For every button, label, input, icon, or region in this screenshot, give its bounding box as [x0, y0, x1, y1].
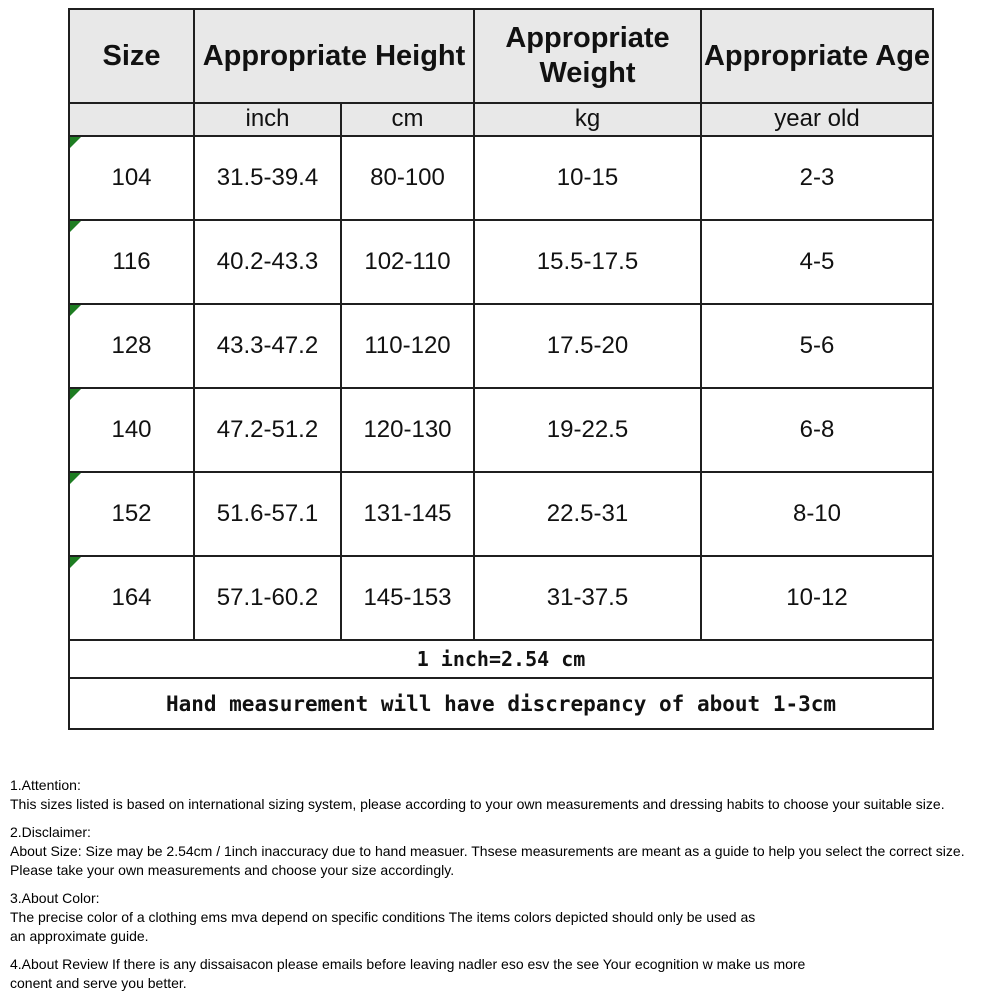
table-unit-row — [69, 103, 933, 136]
height-inch-cell: 57.1-60.2 — [194, 556, 341, 640]
note-title: 2.Disclaimer: — [10, 824, 91, 840]
size-value: 152 — [111, 500, 152, 527]
age-cell: 8-10 — [701, 472, 933, 556]
size-chart-table — [68, 8, 934, 730]
table-row — [69, 220, 933, 304]
note-title: 1.Attention: — [10, 777, 81, 793]
note-line: conent and serve you better. — [10, 975, 187, 991]
size-value: 116 — [112, 248, 151, 275]
age-cell: 6-8 — [701, 388, 933, 472]
cell-corner-marker-icon — [70, 557, 81, 568]
cell-corner-marker-icon — [70, 389, 81, 400]
cell-corner-marker-icon — [70, 473, 81, 484]
note-attention — [10, 776, 1000, 814]
age-cell: 5-6 — [701, 304, 933, 388]
header-height: Appropriate Height — [194, 9, 474, 103]
size-value: 140 — [111, 416, 152, 443]
note-line: This sizes listed is based on international sizing system, please according to your own measurements and dressing habits to choose your suitable size. — [10, 796, 945, 812]
weight-kg-cell: 19-22.5 — [474, 388, 701, 472]
age-cell: 10-12 — [701, 556, 933, 640]
table-row — [69, 472, 933, 556]
table-row — [69, 556, 933, 640]
weight-kg-cell: 17.5-20 — [474, 304, 701, 388]
note-line: 4.About Review If there is any dissaisacon please emails before leaving nadler eso esv the see Your ecognition w make us more — [10, 956, 806, 972]
conversion-row — [69, 640, 933, 678]
height-cm-cell: 131-145 — [341, 472, 474, 556]
height-inch-cell: 47.2-51.2 — [194, 388, 341, 472]
hand-measurement-note: Hand measurement will have discrepancy of about 1-3cm — [69, 678, 933, 729]
table-header-row — [69, 9, 933, 103]
note-line: The precise color of a clothing ems mva depend on specific conditions The items colors depicted should only be used as — [10, 909, 756, 925]
inch-conversion-note: 1 inch=2.54 cm — [69, 640, 933, 678]
weight-kg-cell: 15.5-17.5 — [474, 220, 701, 304]
notes-section — [10, 776, 1000, 1002]
unit-kg: kg — [474, 103, 701, 136]
height-cm-cell: 120-130 — [341, 388, 474, 472]
note-disclaimer — [10, 823, 1000, 880]
table-row — [69, 136, 933, 220]
size-value: 128 — [111, 332, 152, 359]
note-about-color — [10, 889, 1000, 946]
header-age: Appropriate Age — [701, 9, 933, 103]
unit-inch: inch — [194, 103, 341, 136]
weight-kg-cell: 22.5-31 — [474, 472, 701, 556]
age-cell: 2-3 — [701, 136, 933, 220]
note-about-review — [10, 955, 1000, 993]
height-inch-cell: 40.2-43.3 — [194, 220, 341, 304]
size-value: 104 — [111, 164, 152, 191]
table-row — [69, 388, 933, 472]
age-cell: 4-5 — [701, 220, 933, 304]
size-cell — [69, 220, 194, 304]
cell-corner-marker-icon — [70, 221, 81, 232]
height-inch-cell: 31.5-39.4 — [194, 136, 341, 220]
unit-cm: cm — [341, 103, 474, 136]
height-cm-cell: 110-120 — [341, 304, 474, 388]
header-weight: Appropriate Weight — [474, 9, 701, 103]
size-cell — [69, 388, 194, 472]
size-cell — [69, 136, 194, 220]
size-cell — [69, 556, 194, 640]
size-cell — [69, 472, 194, 556]
measurement-note-row — [69, 678, 933, 729]
height-inch-cell: 43.3-47.2 — [194, 304, 341, 388]
table-row — [69, 304, 933, 388]
height-cm-cell: 80-100 — [341, 136, 474, 220]
height-cm-cell: 102-110 — [341, 220, 474, 304]
size-cell — [69, 304, 194, 388]
note-line: an approximate guide. — [10, 928, 149, 944]
height-inch-cell: 51.6-57.1 — [194, 472, 341, 556]
cell-corner-marker-icon — [70, 305, 81, 316]
note-line: Please take your own measurements and choose your size accordingly. — [10, 862, 455, 878]
height-cm-cell: 145-153 — [341, 556, 474, 640]
weight-kg-cell: 31-37.5 — [474, 556, 701, 640]
note-line: About Size: Size may be 2.54cm / 1inch inaccuracy due to hand measuer. Thsese measurements are meant as a guide to help you select the correct size. — [10, 843, 965, 859]
note-title: 3.About Color: — [10, 890, 100, 906]
cell-corner-marker-icon — [70, 137, 81, 148]
weight-kg-cell: 10-15 — [474, 136, 701, 220]
unit-year-old: year old — [701, 103, 933, 136]
header-size: Size — [69, 9, 194, 103]
unit-size-empty — [69, 103, 194, 136]
size-value: 164 — [111, 584, 152, 611]
